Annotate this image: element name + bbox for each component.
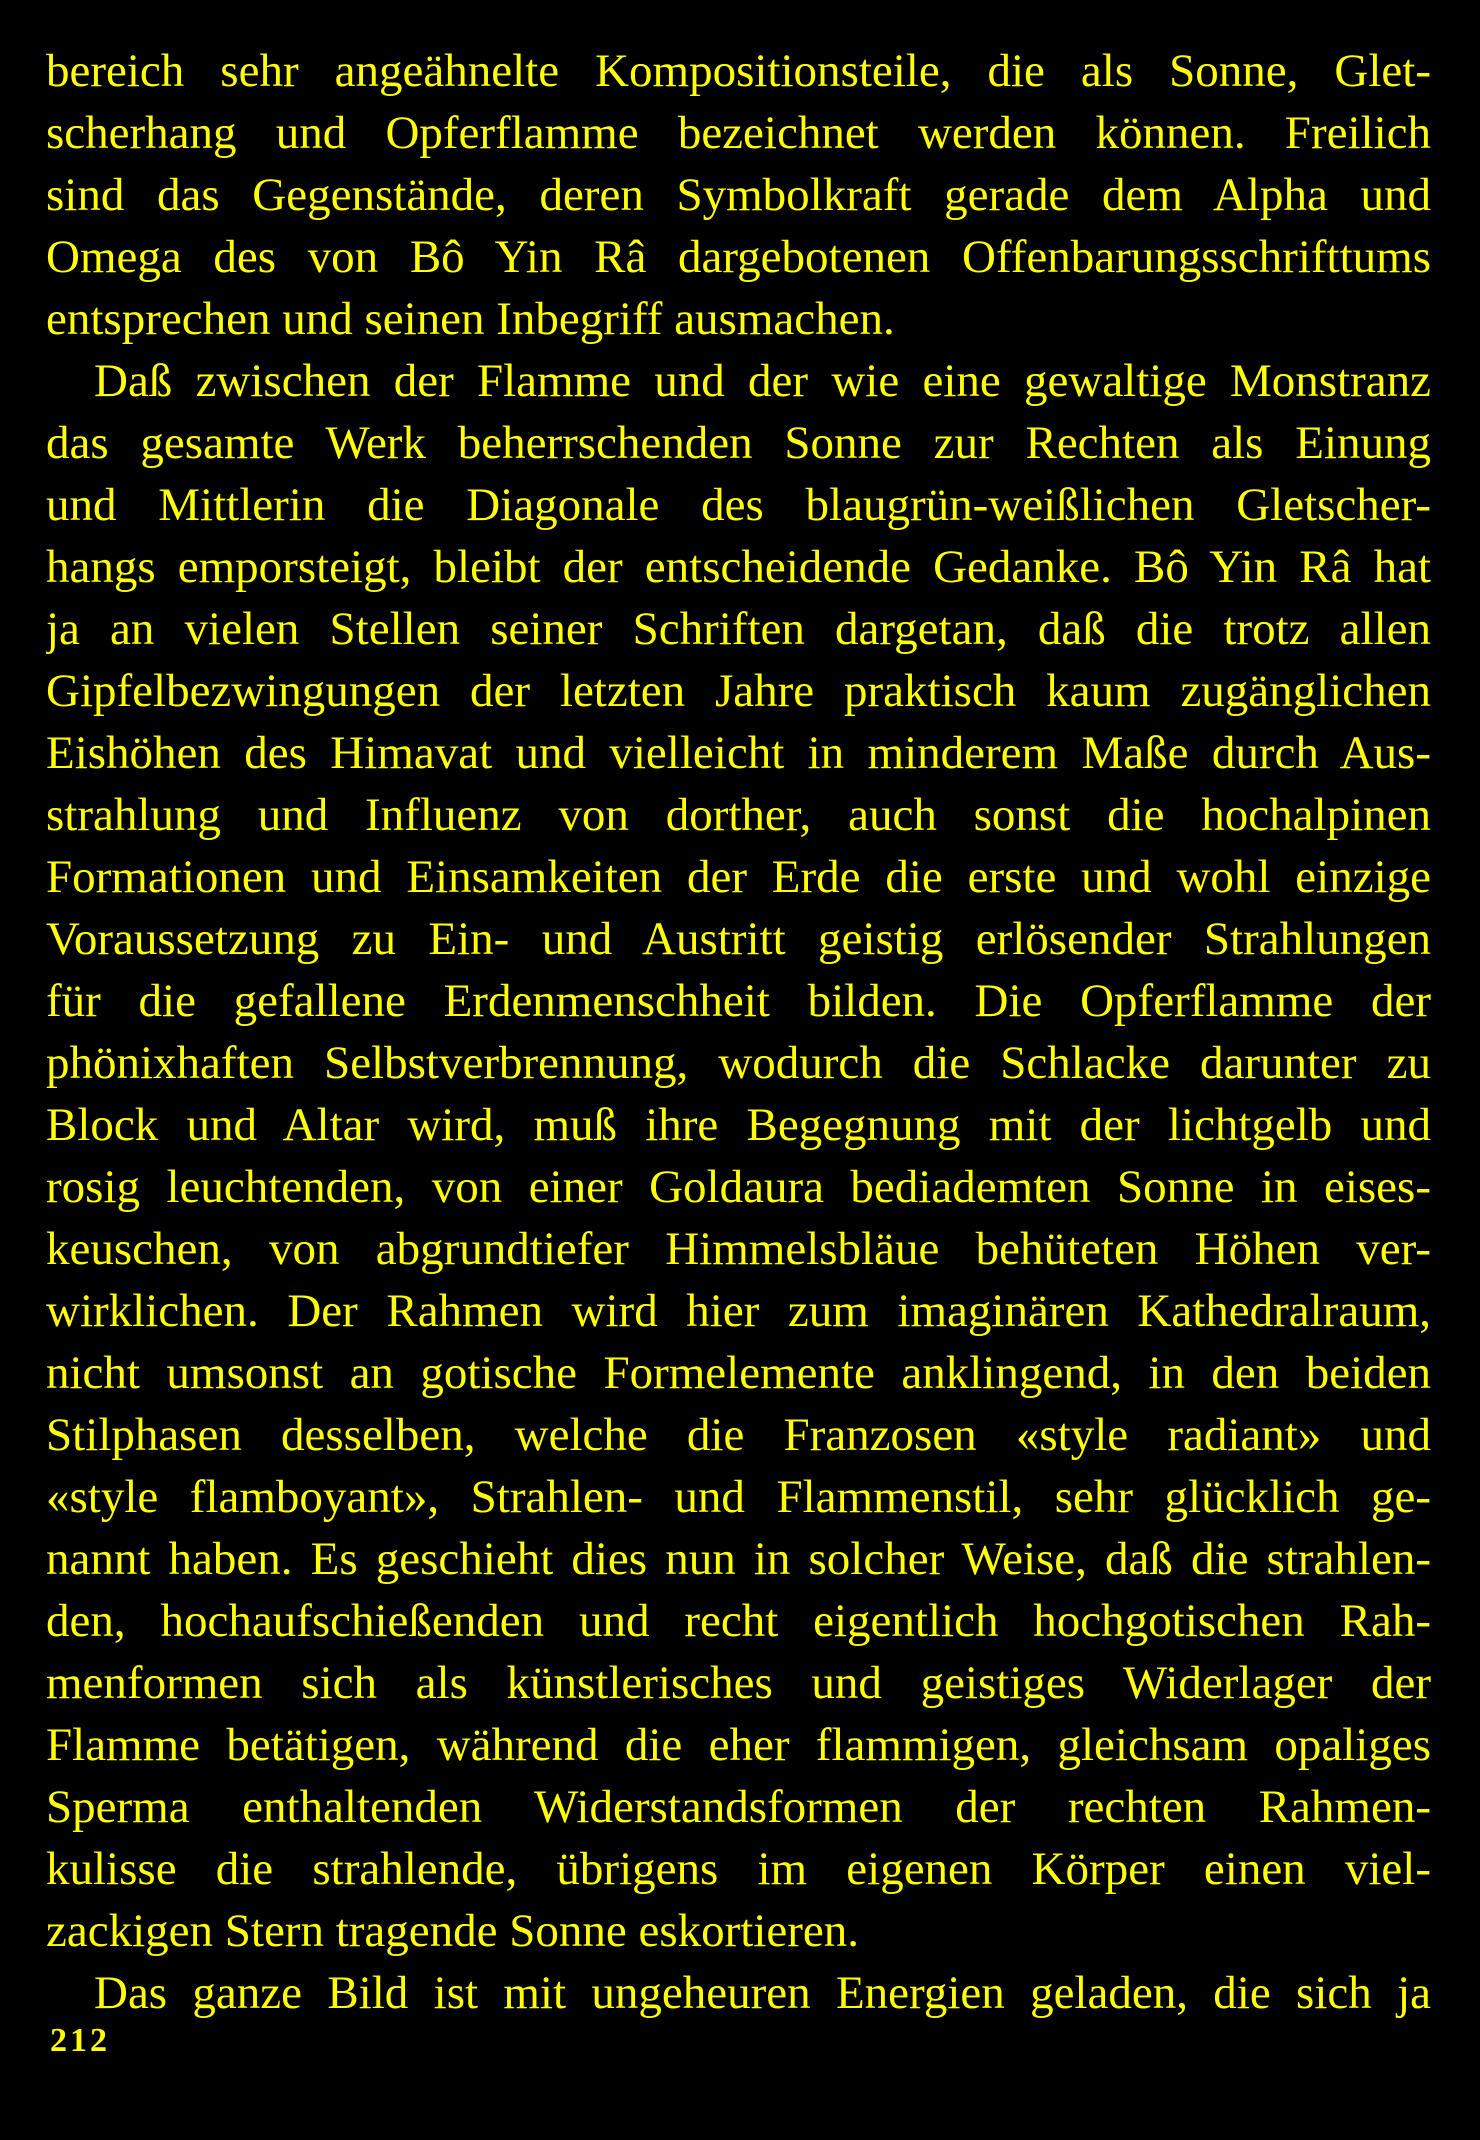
text-line: ja an vielen Stellen seiner Schriften dargetan, daß die trotz allen bbox=[46, 603, 1431, 655]
text-line: den, hochaufschießenden und recht eigentlich hochgotischen Rah- bbox=[46, 1595, 1431, 1647]
paragraph-3 bbox=[46, 1962, 1431, 2024]
text-line: scherhang und Opferflamme bezeichnet werden können. Freilich bbox=[46, 107, 1431, 159]
text-line: und Mittlerin die Diagonale des blaugrün-weißlichen Gletscher- bbox=[46, 479, 1431, 531]
text-line: nannt haben. Es geschieht dies nun in solcher Weise, daß die strahlen- bbox=[46, 1533, 1431, 1585]
text-line: bereich sehr angeähnelte Kompositionsteile, die als Sonne, Glet- bbox=[46, 45, 1431, 97]
paragraph-1 bbox=[46, 40, 1431, 350]
text-line: zackigen Stern tragende Sonne eskortieren. bbox=[46, 1905, 860, 1957]
text-line: das gesamte Werk beherrschenden Sonne zur Rechten als Einung bbox=[46, 417, 1431, 469]
body-text bbox=[46, 40, 1431, 2024]
paragraph-2 bbox=[46, 350, 1431, 1962]
text-line: phönixhaften Selbstverbrennung, wodurch die Schlacke darunter zu bbox=[46, 1037, 1431, 1089]
text-line: kulisse die strahlende, übrigens im eigenen Körper einen viel- bbox=[46, 1843, 1431, 1895]
text-line: nicht umsonst an gotische Formelemente anklingend, in den beiden bbox=[46, 1347, 1431, 1399]
text-line: für die gefallene Erdenmenschheit bilden. Die Opferflamme der bbox=[46, 975, 1431, 1027]
text-line: hangs emporsteigt, bleibt der entscheidende Gedanke. Bô Yin Râ hat bbox=[46, 541, 1431, 593]
page-number: 212 bbox=[50, 2022, 110, 2059]
text-line: wirklichen. Der Rahmen wird hier zum imaginären Kathedralraum, bbox=[46, 1285, 1431, 1337]
text-line: keuschen, von abgrundtiefer Himmelsbläue behüteten Höhen ver- bbox=[46, 1223, 1431, 1275]
text-line: rosig leuchtenden, von einer Goldaura bediademten Sonne in eises- bbox=[46, 1161, 1431, 1213]
text-line: strahlung und Influenz von dorther, auch sonst die hochalpinen bbox=[46, 789, 1431, 841]
text-line: «style flamboyant», Strahlen- und Flammenstil, sehr glücklich ge- bbox=[46, 1471, 1431, 1523]
text-line: Omega des von Bô Yin Râ dargebotenen Offenbarungsschrifttums bbox=[46, 231, 1431, 283]
text-line: sind das Gegenstände, deren Symbolkraft gerade dem Alpha und bbox=[46, 169, 1431, 221]
text-line: Eishöhen des Himavat und vielleicht in minderem Maße durch Aus- bbox=[46, 727, 1431, 779]
text-line: Daß zwischen der Flamme und der wie eine gewaltige Monstranz bbox=[94, 355, 1431, 407]
text-line: Stilphasen desselben, welche die Franzosen «style radiant» und bbox=[46, 1409, 1431, 1461]
text-line: entsprechen und seinen Inbegriff ausmachen. bbox=[46, 293, 895, 345]
text-line: Gipfelbezwingungen der letzten Jahre praktisch kaum zugänglichen bbox=[46, 665, 1431, 717]
text-line: Formationen und Einsamkeiten der Erde die erste und wohl einzige bbox=[46, 851, 1431, 903]
text-line: Voraussetzung zu Ein- und Austritt geistig erlösender Strahlungen bbox=[46, 913, 1431, 965]
text-line: Das ganze Bild ist mit ungeheuren Energien geladen, die sich ja bbox=[94, 1967, 1431, 2019]
text-line: Sperma enthaltenden Widerstandsformen der rechten Rahmen- bbox=[46, 1781, 1431, 1833]
text-line: Block und Altar wird, muß ihre Begegnung mit der lichtgelb und bbox=[46, 1099, 1431, 1151]
text-line: menformen sich als künstlerisches und geistiges Widerlager der bbox=[46, 1657, 1431, 1709]
text-line: Flamme betätigen, während die eher flammigen, gleichsam opaliges bbox=[46, 1719, 1431, 1771]
